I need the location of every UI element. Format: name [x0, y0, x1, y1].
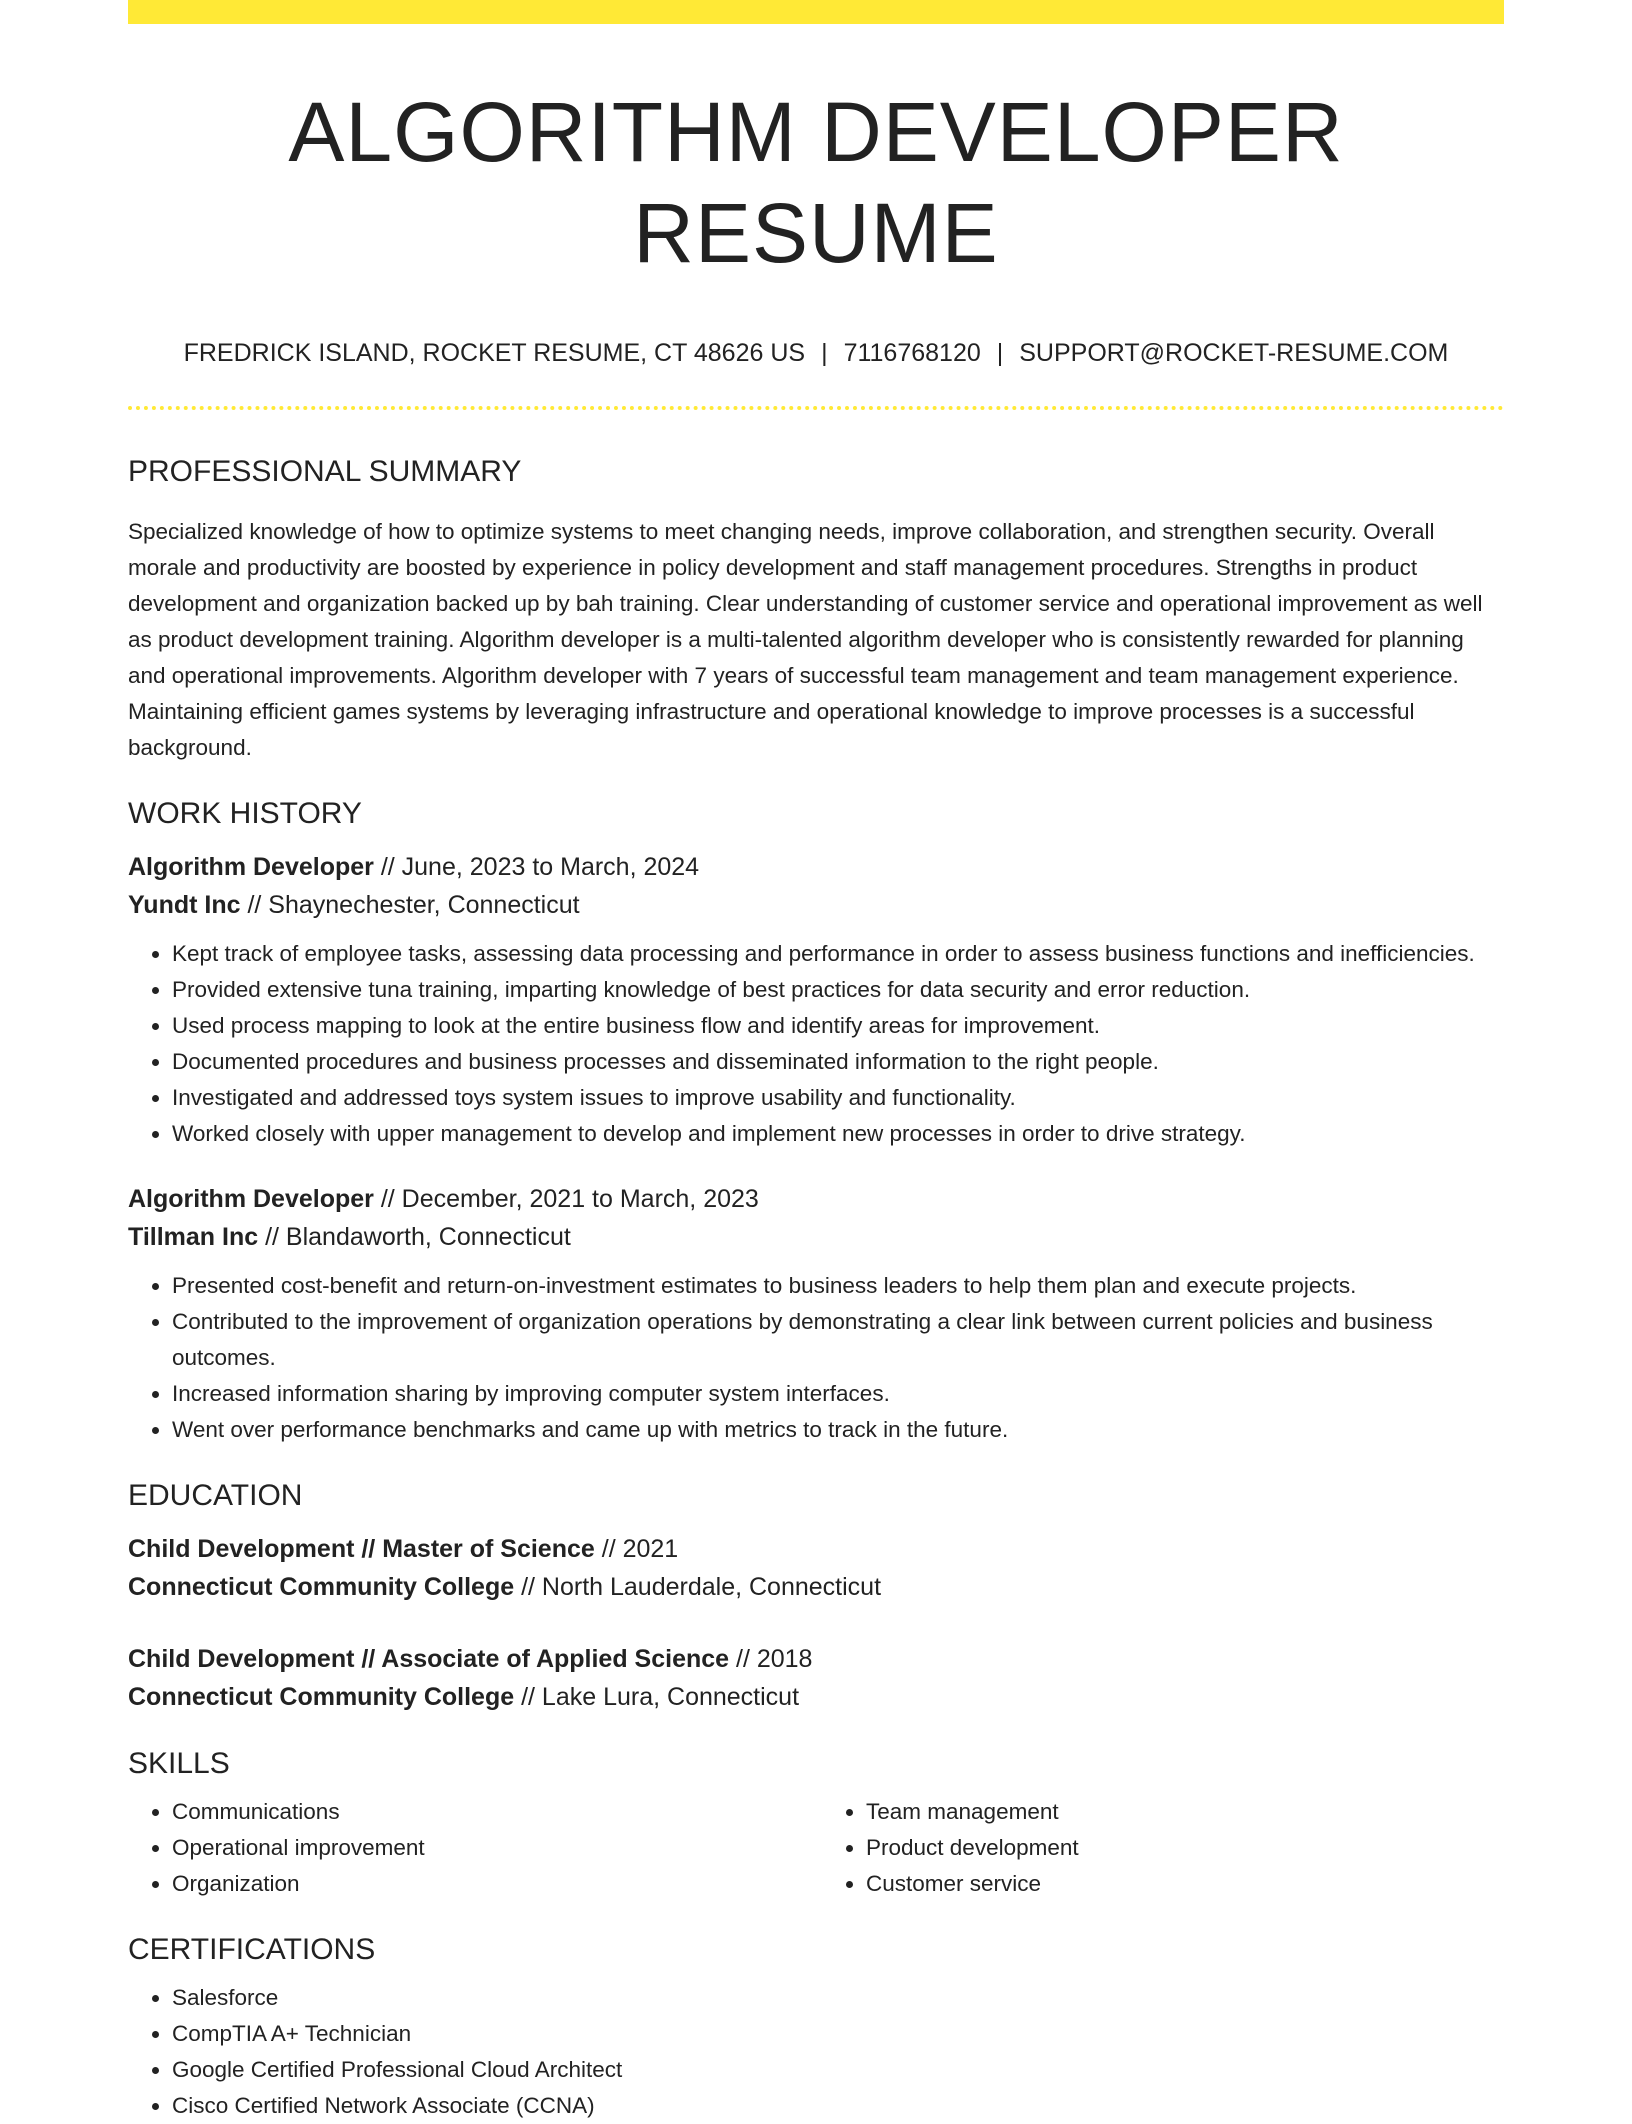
job-company-line — [128, 886, 1504, 924]
education-section — [128, 1478, 1504, 1716]
job-bullet: • Investigated and addressed toys system issues to improve usability and functionality. — [172, 1080, 1504, 1116]
education-year: // 2021 — [594, 1534, 679, 1563]
job-company: Tillman Inc — [128, 1222, 259, 1251]
education-heading: EDUCATION — [128, 1478, 303, 1512]
skill-item: • Operational improvement — [172, 1830, 816, 1866]
contact-separator: | — [996, 338, 1004, 367]
contact-email: SUPPORT@ROCKET-RESUME.COM — [1019, 338, 1449, 367]
skills-section — [128, 1746, 1504, 1902]
skills-grid — [128, 1794, 1504, 1902]
job-title: Algorithm Developer — [128, 852, 374, 881]
job-entry — [128, 848, 1504, 1152]
certification-item: • Google Certified Professional Cloud Architect — [172, 2052, 1504, 2088]
certification-item: • Cisco Certified Network Associate (CCNA) — [172, 2088, 1504, 2124]
job-dates: // June, 2023 to March, 2024 — [373, 852, 700, 881]
education-location: // Lake Lura, Connecticut — [514, 1682, 800, 1711]
summary-text: Specialized knowledge of how to optimize systems to meet changing needs, improve collaboration, and strengthen security. Overall morale and productivity are boosted by experience in policy development and staff management procedures. Strengths in product development and organization backed up by bah training. Clear understanding of customer service and operational improvement as well as product development training. Algorithm developer is a multi-talented algorithm developer who is consistently rewarded for planning and operational improvements. Algorithm developer with 7 years of successful team management and team management experience. Maintaining efficient games systems by leveraging infrastructure and operational knowledge to improve processes is a successful background. — [128, 518, 1483, 760]
job-location: // Blandaworth, Connecticut — [258, 1222, 571, 1251]
job-bullet: • Used process mapping to look at the entire business flow and identify areas for improvement. — [172, 1008, 1504, 1044]
job-bullet: • Went over performance benchmarks and came up with metrics to track in the future. — [172, 1412, 1504, 1448]
contact-separator: | — [821, 338, 828, 367]
job-title: Algorithm Developer — [128, 1184, 374, 1213]
skill-item: • Product development — [866, 1830, 1504, 1866]
skill-item: • Customer service — [866, 1866, 1504, 1902]
job-title-line — [128, 848, 1504, 886]
education-location: // North Lauderdale, Connecticut — [514, 1572, 882, 1601]
skills-column — [128, 1794, 816, 1902]
certification-item: • Salesforce — [172, 1980, 1504, 2016]
contact-phone: 7116768120 — [843, 338, 981, 367]
job-bullet: • Increased information sharing by improving computer system interfaces. — [172, 1376, 1504, 1412]
accent-top-bar — [128, 0, 1504, 24]
education-entry — [128, 1530, 1504, 1606]
certifications-list — [128, 1980, 1504, 2124]
job-bullets — [128, 1268, 1504, 1448]
certification-item: • CompTIA A+ Technician — [172, 2016, 1504, 2052]
resume-page — [128, 0, 1504, 2124]
education-school-line — [128, 1568, 1504, 1606]
education-degree: Child Development // Associate of Applied Science — [128, 1644, 730, 1673]
skill-item: • Communications — [172, 1794, 816, 1830]
contact-address: FREDRICK ISLAND, ROCKET RESUME, CT 48626 US — [183, 338, 806, 367]
education-degree-line — [128, 1530, 1504, 1568]
summary-heading: PROFESSIONAL SUMMARY — [128, 454, 522, 488]
job-title-line — [128, 1180, 1504, 1218]
education-school: Connecticut Community College — [128, 1682, 515, 1711]
job-company: Yundt Inc — [128, 890, 241, 919]
skills-heading: SKILLS — [128, 1746, 230, 1780]
job-bullet: • Provided extensive tuna training, imparting knowledge of best practices for data security and error reduction. — [172, 972, 1504, 1008]
resume-title: ALGORITHM DEVELOPER RESUME — [288, 85, 1344, 280]
education-degree: Child Development // Master of Science — [128, 1534, 595, 1563]
job-bullet: • Worked closely with upper management to develop and implement new processes in order to drive strategy. — [172, 1116, 1504, 1152]
job-location: // Shaynechester, Connecticut — [240, 890, 580, 919]
education-year: // 2018 — [729, 1644, 813, 1673]
certifications-heading: CERTIFICATIONS — [128, 1932, 376, 1966]
education-school: Connecticut Community College — [128, 1572, 515, 1601]
job-company-line — [128, 1218, 1504, 1256]
skill-item: • Team management — [866, 1794, 1504, 1830]
job-entry — [128, 1180, 1504, 1448]
education-school-line — [128, 1678, 1504, 1716]
work-history-heading: WORK HISTORY — [128, 796, 362, 830]
job-bullet: • Presented cost-benefit and return-on-investment estimates to business leaders to help them plan and execute projects. — [172, 1268, 1504, 1304]
certifications-section — [128, 1932, 1504, 2124]
job-dates: // December, 2021 to March, 2023 — [373, 1184, 759, 1213]
contact-line — [128, 338, 1504, 368]
job-bullet: • Kept track of employee tasks, assessing data processing and performance in order to assess business functions and inefficiencies. — [172, 936, 1504, 972]
job-bullets — [128, 936, 1504, 1152]
education-degree-line — [128, 1640, 1504, 1678]
job-bullet: • Documented procedures and business processes and disseminated information to the right people. — [172, 1044, 1504, 1080]
skill-item: • Organization — [172, 1866, 816, 1902]
job-bullet: • Contributed to the improvement of organization operations by demonstrating a clear link between current policies and business outcomes. — [172, 1304, 1504, 1376]
education-entry — [128, 1640, 1504, 1716]
dotted-divider — [128, 406, 1504, 410]
work-history-section — [128, 796, 1504, 1448]
skills-column — [816, 1794, 1504, 1902]
